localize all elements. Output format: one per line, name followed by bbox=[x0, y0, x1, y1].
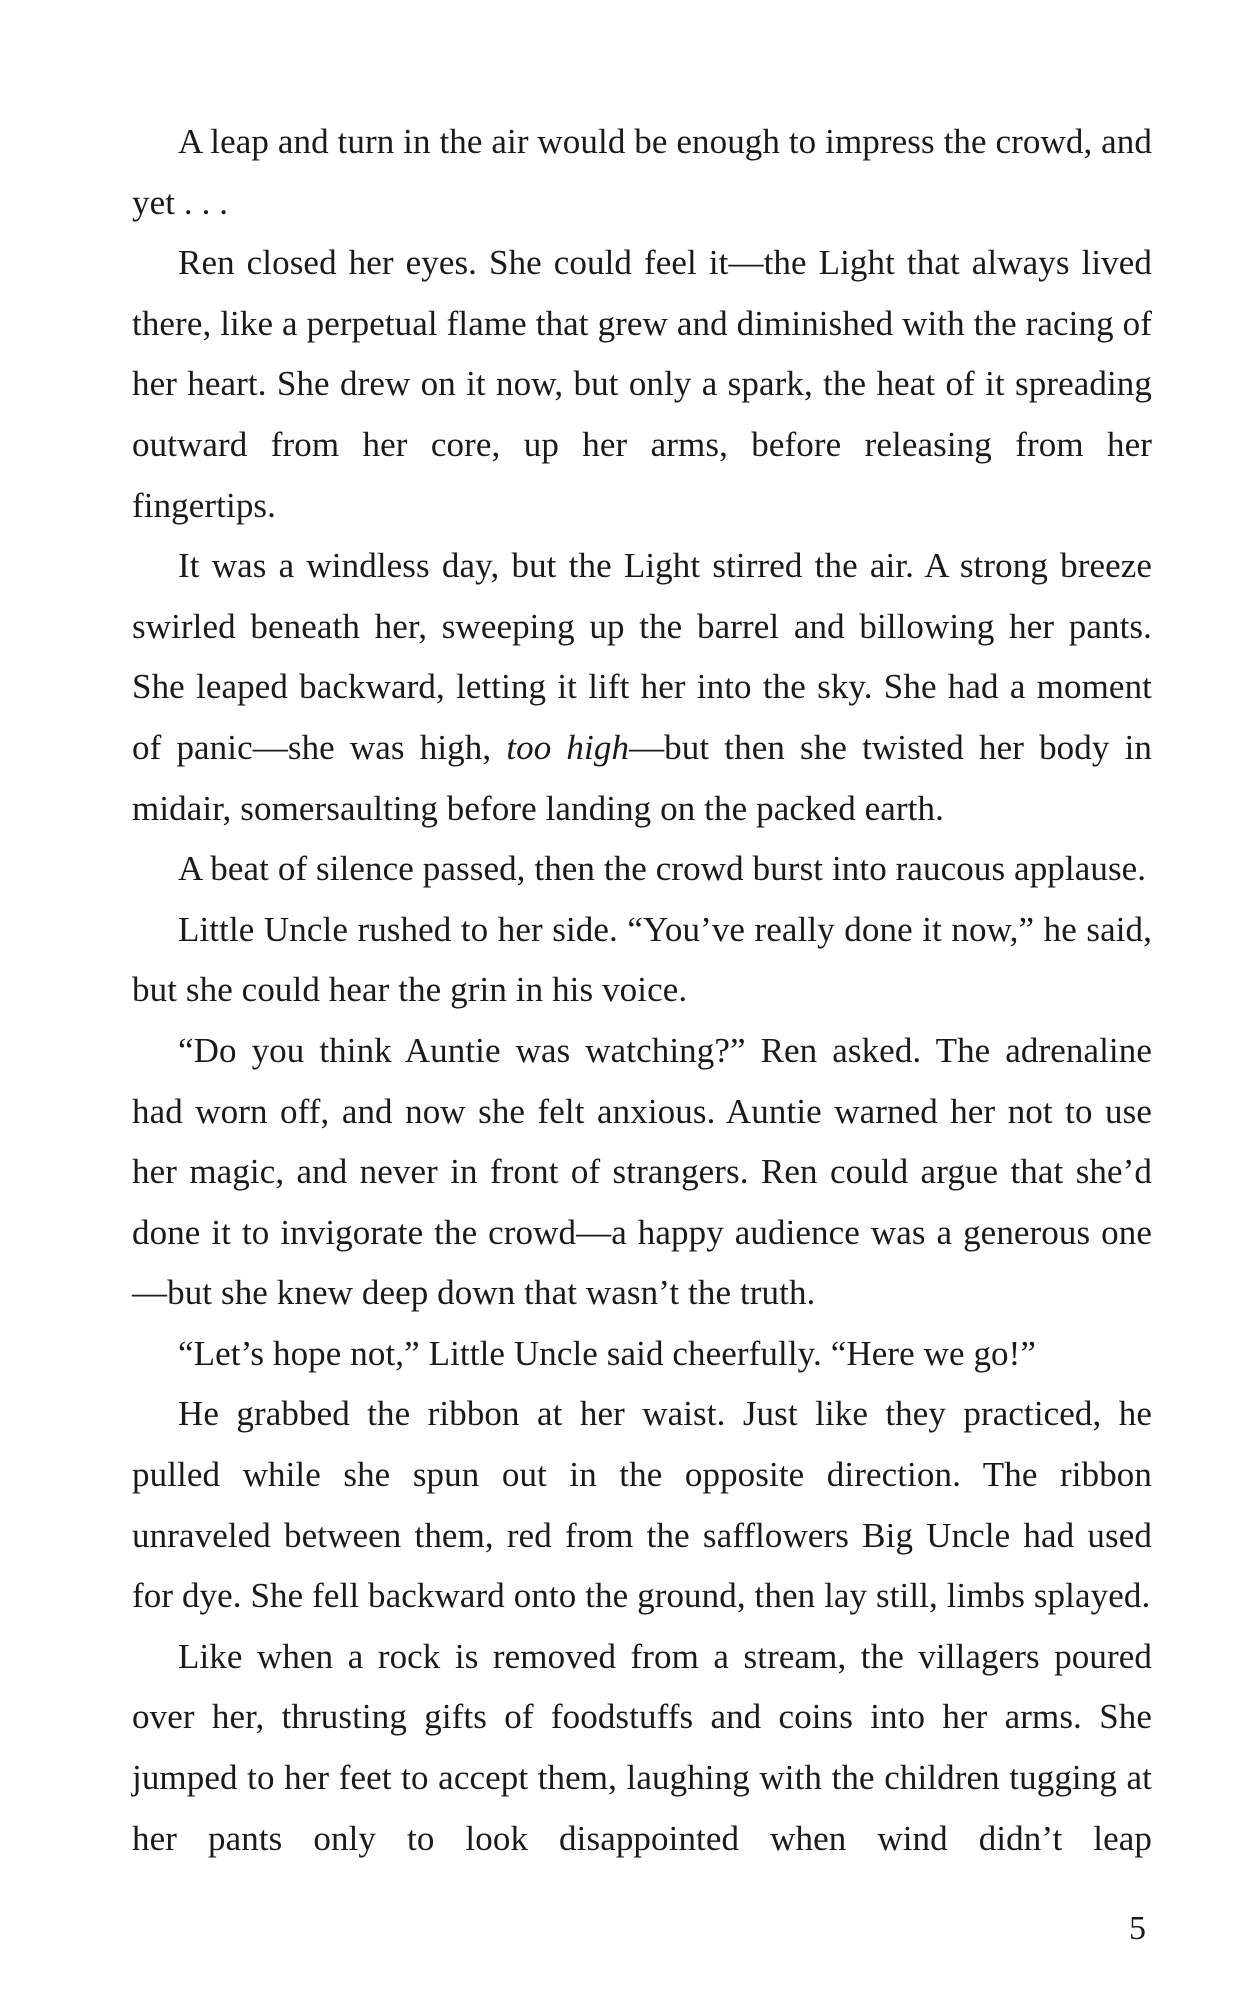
paragraph bbox=[132, 1384, 1152, 1626]
paragraph bbox=[132, 112, 1152, 233]
paragraph bbox=[132, 536, 1152, 839]
paragraph-text: Little Uncle rushed to her side. “You’ve really done it now,” he said, but she could hear the grin in his voice. bbox=[132, 909, 1152, 1010]
paragraph bbox=[132, 839, 1152, 900]
paragraph bbox=[132, 900, 1152, 1021]
paragraph bbox=[132, 1324, 1152, 1385]
paragraph-text: Like when a rock is removed from a stream, the villagers poured over her, thrusting gifts of foodstuffs and coins into her arms. She jumped to her feet to accept them, laughing with the children tugging at her pants only to look disappointed when wind didn’t leap bbox=[132, 1636, 1152, 1858]
paragraph bbox=[132, 1021, 1152, 1324]
paragraph-text: —but then she twisted her body in midair, somersaulting before landing on the packed earth. bbox=[132, 727, 1153, 828]
paragraph bbox=[132, 233, 1152, 536]
paragraph-text: It was a windless day, but the Light stirred the air. A strong breeze swirled beneath her, sweeping up the barrel and billowing her pants. She leaped backward, letting it lift her into the sky. She had a moment of panic—she was high, bbox=[132, 546, 1152, 767]
paragraph-text: A leap and turn in the air would be enough to impress the crowd, and yet . . . bbox=[132, 122, 1152, 222]
paragraph-text: Ren closed her eyes. She could feel it—the Light that always lived there, like a perpetual flame that grew and diminished with the racing of her heart. She drew on it now, but only a spark, the heat of it spreading outward from her core, up her arms, before releasing from her fingertips. bbox=[132, 243, 1152, 525]
paragraph-text: “Let’s hope not,” Little Uncle said cheerfully. “Here we go!” bbox=[178, 1333, 1037, 1373]
paragraph bbox=[132, 1627, 1152, 1869]
paragraph-text: A beat of silence passed, then the crowd burst into raucous applause. bbox=[178, 849, 1147, 889]
paragraph-text: He grabbed the ribbon at her waist. Just like they practiced, he pulled while she spun out in the opposite direction. The ribbon unraveled between them, red from the safflowers Big Uncle had used for dye. She fell backward onto the ground, then lay still, limbs splayed. bbox=[132, 1394, 1152, 1616]
body-text bbox=[132, 112, 1152, 1869]
paragraph-text: “Do you think Auntie was watching?” Ren asked. The adrenaline had worn off, and now she felt anxious. Auntie warned her not to use her magic, and never in front of strangers. Ren could argue that she’d done it to invigorate the crowd—a happy audience was a generous one—but she knew deep down that wasn’t the truth. bbox=[132, 1030, 1152, 1313]
page-number: 5 bbox=[1129, 1910, 1146, 1947]
italic-text: too high bbox=[506, 727, 630, 767]
